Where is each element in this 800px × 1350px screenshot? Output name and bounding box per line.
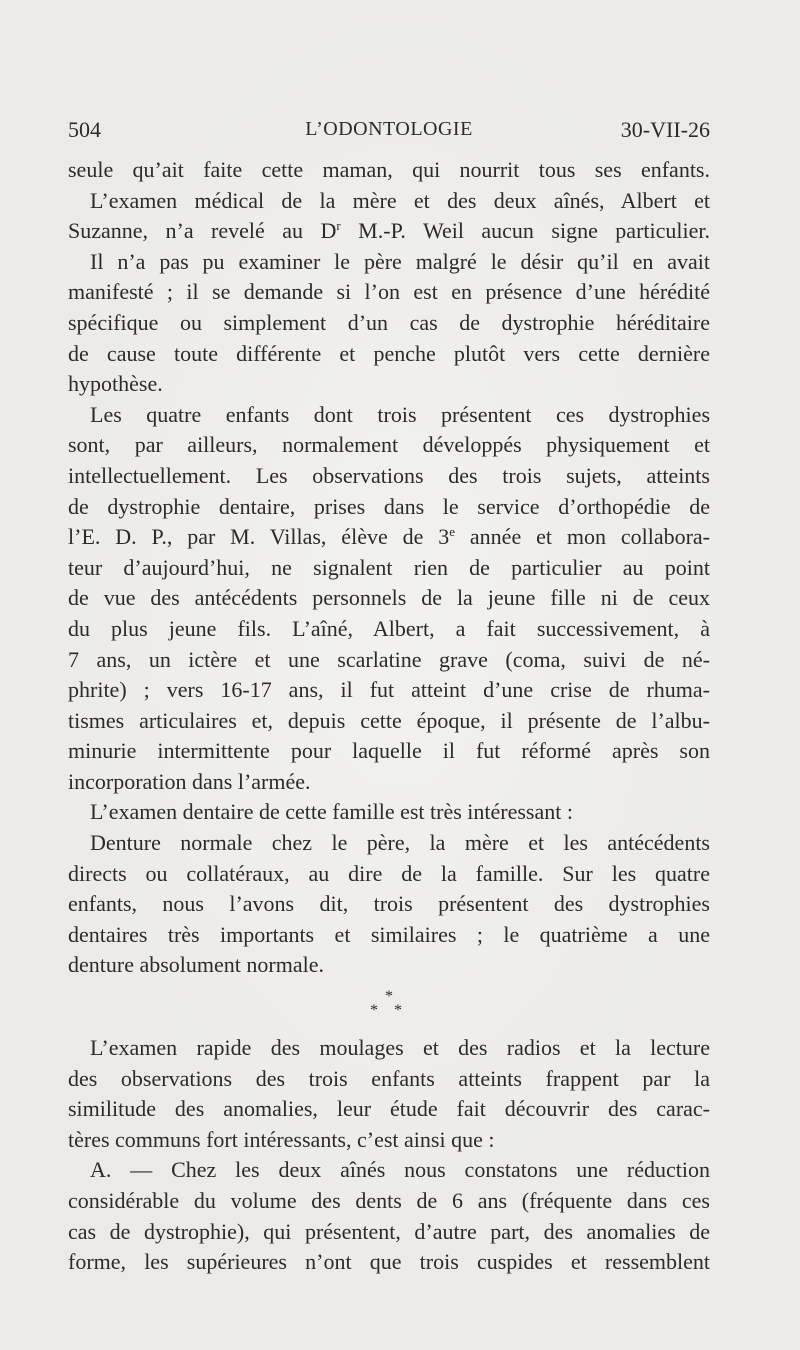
text-line: enfants, nous l’avons dit, trois présentent des dystrophies xyxy=(68,891,710,917)
text-fragment: année et mon collabora- xyxy=(455,524,710,550)
text-line: L’examen dentaire de cette famille est très intéressant : xyxy=(90,799,573,825)
running-header xyxy=(68,117,710,151)
text-line: phrite) ; vers 16-17 ans, il fut atteint d’une crise de rhuma- xyxy=(68,677,710,703)
section-asterism xyxy=(68,981,710,1033)
superscript: e xyxy=(449,524,456,540)
text-line: de dystrophie dentaire, prises dans le service d’orthopédie de xyxy=(68,493,710,519)
text-line xyxy=(68,522,710,553)
text-line: Denture normale chez le père, la mère et les antécédents xyxy=(90,830,710,856)
text-line: hypothèse. xyxy=(68,371,163,397)
superscript: r xyxy=(336,218,341,234)
article-body xyxy=(68,155,710,1278)
text-fragment: Suzanne, n’a revelé au D xyxy=(68,218,337,244)
text-line: directs ou collatéraux, au dire de la famille. Sur les quatre xyxy=(68,860,710,886)
text-line: sont, par ailleurs, normalement développés physiquement et xyxy=(68,432,710,458)
asterism-top: * xyxy=(385,988,393,1006)
text-line: forme, les supérieures n’ont que trois cuspides et ressemblent xyxy=(68,1249,710,1275)
text-line: A. — Chez les deux aînés nous constatons une réduction xyxy=(90,1157,710,1183)
text-line: des observations des trois enfants atteints frappent par la xyxy=(68,1065,710,1091)
text-fragment: M.-P. Weil aucun signe particulier. xyxy=(340,218,710,244)
text-fragment: l’E. D. P., par M. Villas, élève de 3 xyxy=(68,524,450,550)
text-line: tères communs fort intéressants, c’est ainsi que : xyxy=(68,1126,495,1152)
text-line: de cause toute différente et penche plutôt vers cette dernière xyxy=(68,340,710,366)
text-line: considérable du volume des dents de 6 ans (fréquente dans ces xyxy=(68,1188,710,1213)
text-line: du plus jeune fils. L’aîné, Albert, a fait successivement, à xyxy=(68,615,710,641)
text-line xyxy=(68,216,710,247)
text-line: Il n’a pas pu examiner le père malgré le désir qu’il en avait xyxy=(90,248,710,274)
text-line: similitude des anomalies, leur étude fait découvrir des carac- xyxy=(68,1096,710,1122)
text-line: manifesté ; il se demande si l’on est en présence d’une hérédité xyxy=(68,279,710,305)
text-line: denture absolument normale. xyxy=(68,952,324,978)
text-line: teur d’aujourd’hui, ne signalent rien de particulier au point xyxy=(68,554,710,580)
text-line: intellectuellement. Les observations des trois sujets, atteints xyxy=(68,462,710,488)
page-number: 504 xyxy=(68,117,101,142)
text-line: spécifique ou simplement d’un cas de dystrophie héréditaire xyxy=(68,309,710,335)
text-line: cas de dystrophie), qui présentent, d’autre part, des anomalies de xyxy=(68,1218,710,1244)
text-line: seule qu’ait faite cette maman, qui nourrit tous ses enfants. xyxy=(68,157,710,182)
issue-date: 30-VII-26 xyxy=(620,117,710,142)
asterism-bottom: * * xyxy=(370,1002,408,1020)
text-line: L’examen rapide des moulages et des radios et la lecture xyxy=(90,1035,710,1061)
text-line: L’examen médical de la mère et des deux aînés, Albert et xyxy=(90,187,710,213)
journal-title: L’ODONTOLOGIE xyxy=(305,118,473,140)
text-line: Les quatre enfants dont trois présentent ces dystrophies xyxy=(90,401,710,427)
text-line: minurie intermittente pour laquelle il fut réformé après son xyxy=(68,738,710,764)
text-line: dentaires très importants et similaires ; le quatrième a une xyxy=(68,921,710,947)
text-line: 7 ans, un ictère et une scarlatine grave (coma, suivi de né- xyxy=(68,646,710,672)
text-line: incorporation dans l’armée. xyxy=(68,768,311,794)
text-line: tismes articulaires et, depuis cette époque, il présente de l’albu- xyxy=(68,707,710,733)
text-line: de vue des antécédents personnels de la jeune fille ni de ceux xyxy=(68,585,710,611)
